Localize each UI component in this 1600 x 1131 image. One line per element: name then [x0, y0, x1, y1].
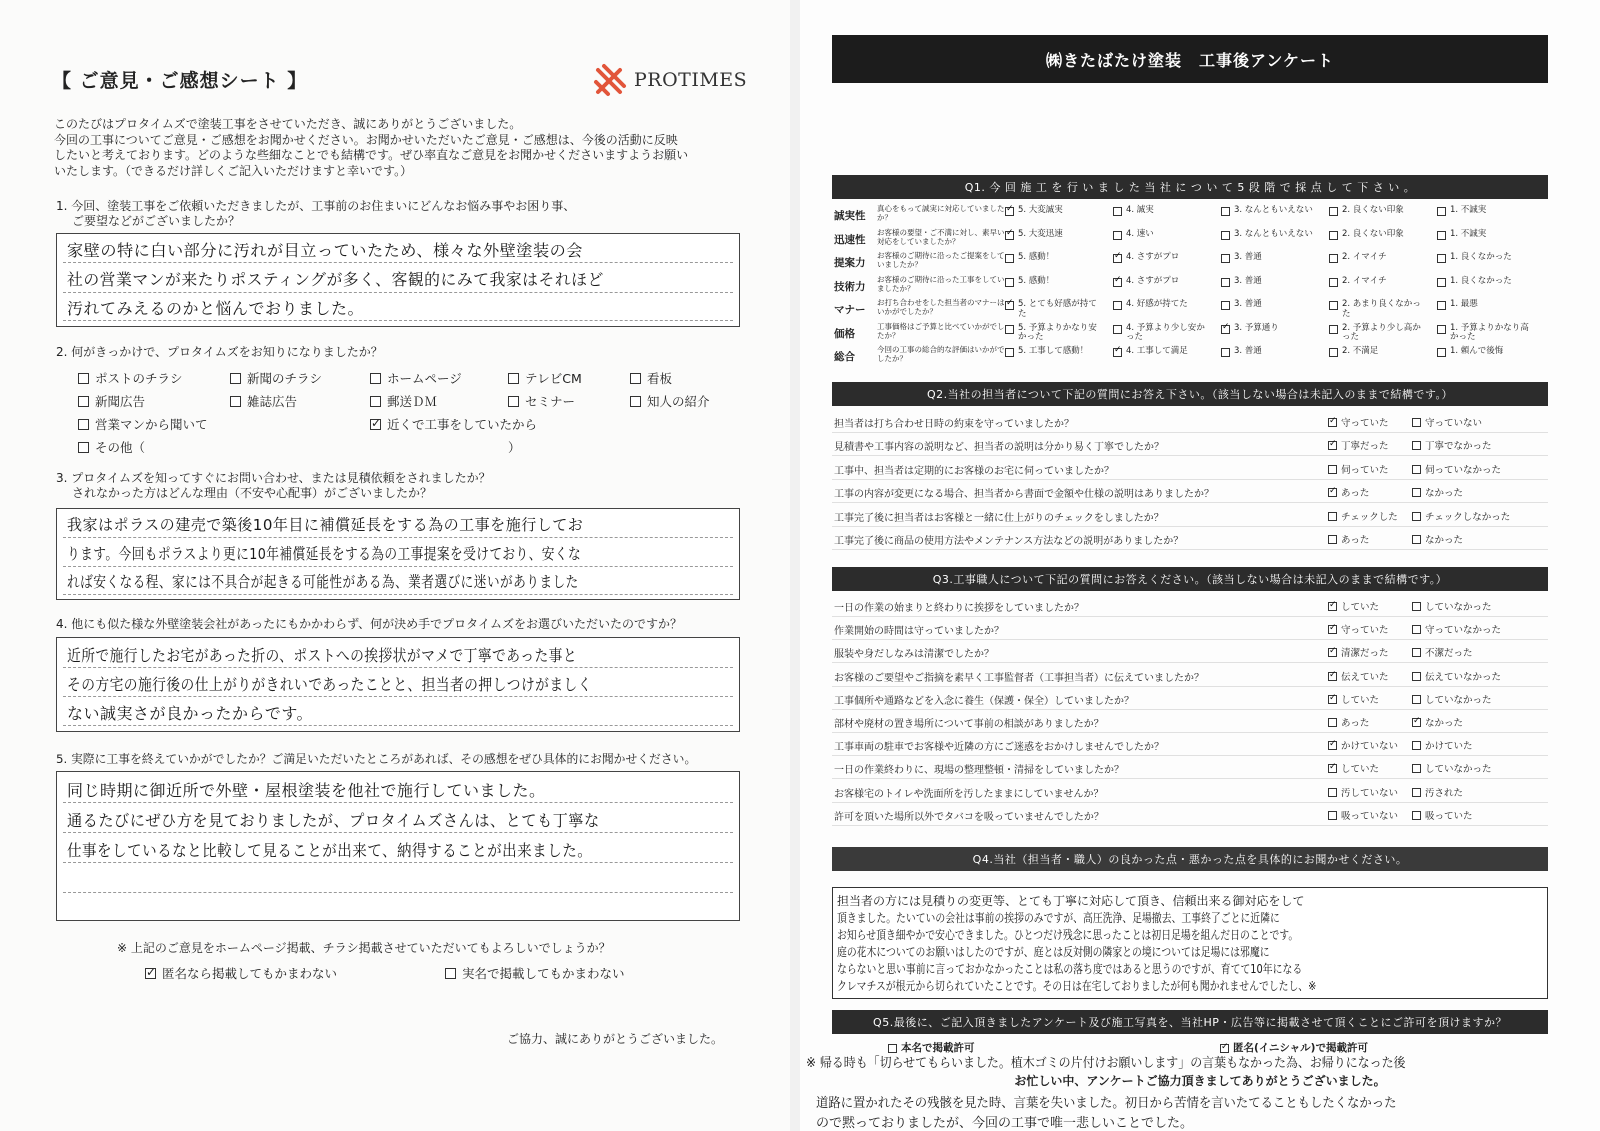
q2-question: 見積書や工事内容の説明など、担当者の説明は分かり易く丁寧でしたか？: [834, 442, 1164, 454]
q3-option-no[interactable]: ✓ なかった: [1412, 715, 1463, 729]
option-newspaper-ad[interactable]: 新聞広告: [78, 392, 145, 410]
q2-option-no[interactable]: なかった: [1412, 532, 1463, 546]
answer-1-line: 家壁の特に白い部分に汚れが目立っていたため、様々な外壁塗装の会: [67, 241, 583, 260]
q2-option-yes[interactable]: ✓ 守っていた: [1328, 415, 1389, 429]
question-1: [56, 199, 756, 229]
q4-answer-line: ならないと思い事前に言っておかなかったことは私の落ち度ではあると思うのですが、育てて10年になる: [837, 962, 1303, 976]
q1-rating-option[interactable]: ✓ 5. 大変誠実: [1005, 206, 1105, 216]
q1-rating-option[interactable]: 1. 頼んで後悔: [1437, 347, 1537, 357]
q5-title: Q5.最後に、ご記入頂きましたアンケート及び施工写真を、当社HP・広告等に掲載させて頂くことにご許可を頂けますか？: [832, 1010, 1548, 1034]
q2-title: Q2.当社の担当者について下記の質問にお答え下さい。（該当しない場合は未記入のままで結構です。）: [832, 382, 1548, 406]
q1-row-label: マナー: [834, 304, 866, 316]
q1-rating-option[interactable]: 3. 普通: [1221, 347, 1321, 357]
q3-option-no[interactable]: 伝えていなかった: [1412, 669, 1501, 683]
q2-row: [832, 527, 1548, 550]
q2-option-no[interactable]: 守っていない: [1412, 415, 1482, 429]
q1-rating-row: [832, 274, 1548, 297]
question-4-text: 4. 他にも似た様な外壁塗装会社があったにもかかわらず、何が決め手でプロタイムズをお選びいただいたのですか？: [56, 617, 682, 631]
q2-option-yes[interactable]: あった: [1328, 532, 1369, 546]
q3-row: [832, 664, 1548, 687]
q2-question: 工事の内容が変更になる場合、担当者から書面で金額や仕様の説明はありましたか？: [834, 489, 1214, 501]
q1-rating-option[interactable]: ✓ 5. とても好感が持てた: [1005, 300, 1105, 319]
intro-line: いたします。（できるだけ詳しくご記入いただけますと幸いです。）: [54, 163, 413, 178]
q1-rating-option[interactable]: 2. イマイチ: [1329, 253, 1429, 263]
q3-option-no[interactable]: 汚された: [1412, 785, 1463, 799]
q4-answer-box[interactable]: [832, 887, 1548, 999]
q1-rating-row: [832, 203, 1548, 226]
option-signboard[interactable]: 看板: [630, 369, 672, 387]
option-magazine-ad[interactable]: 雑誌広告: [230, 392, 297, 410]
q1-row-question: お客様の要望・ご不満に対し、素早い対応をしていましたか？: [877, 227, 1005, 246]
q1-rating-row: [832, 321, 1548, 344]
option-friend-referral[interactable]: 知人の紹介: [630, 392, 710, 410]
q3-row: [832, 710, 1548, 733]
answer-1-line: 社の営業マンが来たりポスティングが多く、客観的にみて我家はそれほど: [67, 270, 604, 289]
q1-row-question: 工事価格はご予算と比べていかがでしたか？: [877, 321, 1005, 340]
q1-rating-option[interactable]: 5. 感動！: [1005, 277, 1105, 287]
q1-rating-option[interactable]: 5. 予算よりかなり安かった: [1005, 324, 1105, 343]
q4-answer-line: 庭の花木についてのお願いはしたのですが、庭とは反対側の隣家との境については足場には邪魔に: [837, 945, 1270, 959]
option-tv-cm[interactable]: テレビCM: [508, 369, 582, 387]
q3-question: 作業開始の時間は守っていましたか？: [834, 626, 1004, 638]
q2-question: 工事完了後に商品の使用方法やメンテナンス方法などの説明がありましたか？: [834, 536, 1184, 547]
intro-text: [54, 117, 754, 179]
q4-answer-line: 頂きました。たいていの会社は事前の挨拶のみですが、高圧洗浄、足場撤去、工事終了ごとに近隣に: [837, 911, 1280, 925]
q1-title: Q1. 今 回 施 工 を 行 い ま し た 当 社 に つ い て 5 段 階 で 採 点 し て 下 さ い 。: [832, 175, 1548, 199]
answer-3-line: れば安くなる程、家には不具合が起きる可能性がある為、業者選びに迷いがありました: [67, 573, 579, 591]
q1-row-label: 価格: [834, 327, 855, 340]
question-3-subtext: されなかった方はどんな理由（不安や心配事）がございましたか？: [72, 486, 433, 500]
question-2-text: 2. 何がきっかけで、プロタイムズをお知りになりましたか？: [56, 345, 383, 359]
q2-question: 工事完了後に担当者はお客様と一緒に仕上がりのチェックをしましたか？: [834, 512, 1164, 524]
q3-question: 服装や身だしなみは清潔でしたか？: [834, 649, 994, 661]
q1-row-label: 技術力: [834, 280, 866, 293]
q3-question: 工事個所や通路などを入念に養生（保護・保全）していましたか？: [834, 695, 1134, 707]
sheet-title: 【 ご意見・ご感想シート 】: [52, 70, 308, 92]
q1-rating-option[interactable]: ✓ 4. 工事して満足: [1113, 347, 1213, 357]
q1-rating-option[interactable]: 2. あまり良くなかった: [1329, 300, 1429, 319]
answer-4-line: 近所で施行したお宅があった折の、ポストへの挨拶状がマメで丁寧であった事と: [67, 646, 578, 665]
answer-3-line: 我家はポラスの建売で築後10年目に補償延長をする為の工事を施行してお: [67, 516, 584, 534]
q3-option-yes[interactable]: ✓ していた: [1328, 692, 1379, 706]
answer-4-box[interactable]: [56, 637, 740, 732]
q2-row: [832, 433, 1548, 456]
q2-question: 工事中、担当者は定期的にお客様のお宅に伺っていましたか？: [834, 465, 1114, 477]
answer-5-line: 同じ時期に御近所で外壁・屋根塗装を他社で施行していました。: [67, 781, 546, 800]
q1-rating-option[interactable]: 4. 好感が持てた: [1113, 300, 1213, 310]
q3-row: [832, 780, 1548, 803]
q1-rating-option[interactable]: 1. 不誠実: [1437, 230, 1537, 240]
q1-rating-option[interactable]: ✓ 4. さすがプロ: [1113, 253, 1213, 263]
protimes-logo: [592, 62, 747, 98]
q3-row: [832, 733, 1548, 756]
survey-note-line: ので黙っておりましたが、今回の工事で唯一悲しいことでした。: [816, 1116, 1194, 1131]
q5-anonymous-option[interactable]: ✓ 匿名(イニシャル)で掲載許可: [1220, 1040, 1368, 1055]
protimes-logo-icon: [592, 62, 628, 98]
q1-rating-option[interactable]: 2. 不満足: [1329, 347, 1429, 357]
q1-rating-option[interactable]: 2. 良くない印象: [1329, 206, 1429, 216]
q3-option-no[interactable]: 守っていなかった: [1412, 622, 1501, 636]
q3-option-yes[interactable]: あった: [1328, 715, 1369, 729]
q1-row-question: お打ち合わせをした担当者のマナーはいかがでしたか？: [877, 298, 1005, 316]
q1-rating-option[interactable]: 5. 感動！: [1005, 253, 1105, 263]
q1-rating-option[interactable]: 3. 普通: [1221, 277, 1321, 287]
q1-rating-row: [832, 344, 1548, 367]
survey-thanks: お忙しい中、アンケートご協力頂きましてありがとうございました。: [1014, 1074, 1386, 1088]
q1-rating-option[interactable]: 4. 誠実: [1113, 206, 1213, 216]
q3-option-yes[interactable]: ✓ 清潔だった: [1328, 645, 1389, 659]
q3-row: [832, 687, 1548, 710]
q1-rating-row: [832, 250, 1548, 273]
answer-5-line: 仕事をしているなと比較して見ることが出来て、納得することが出来ました。: [67, 841, 593, 860]
publish-anonymous-checkbox[interactable]: ✓ 匿名なら掲載してもかまわない: [145, 964, 337, 982]
q1-rating-option[interactable]: ✓ 5. 大変迅速: [1005, 230, 1105, 240]
q3-option-no[interactable]: していなかった: [1412, 761, 1492, 775]
q3-option-yes[interactable]: 汚していない: [1328, 785, 1398, 799]
post-construction-survey: [800, 0, 1600, 1131]
q1-row-label: 迅速性: [834, 233, 866, 246]
q2-row: [832, 457, 1548, 480]
q3-option-yes[interactable]: ✓ していた: [1328, 599, 1379, 613]
q1-rating-option[interactable]: 3. 普通: [1221, 253, 1321, 263]
q1-rating-option[interactable]: 1. 不誠実: [1437, 206, 1537, 216]
option-mail-dm[interactable]: 郵送ＤＭ: [370, 392, 437, 410]
q1-rating-option[interactable]: 5. 工事して感動！: [1005, 347, 1105, 357]
q1-row-question: お客様のご期待に沿った工事をしていましたか？: [877, 274, 1005, 293]
q3-question: お客様宅のトイレや洗面所を汚したままにしていませんか？: [834, 788, 1104, 800]
q3-row: [832, 756, 1548, 779]
q4-answer-line: お知らせ頂き細やかで安心できました。ひとつだけ残念に思ったことは初日足場を組んだ日のことです。: [837, 928, 1299, 942]
q1-row-label: 提案力: [834, 257, 866, 269]
q3-question: お客様のご要望やご指摘を素早く工事監督者（工事担当者）に伝えていましたか？: [834, 672, 1204, 684]
q3-question: 一日の作業終わりに、現場の整理整頓・清掃をしていましたか？: [834, 765, 1124, 777]
q2-row: [832, 410, 1548, 433]
question-3-text: 3. プロタイムズを知ってすぐにお問い合わせ、または見積依頼をされましたか？: [56, 471, 491, 485]
q2-row: [832, 480, 1548, 503]
q3-option-no[interactable]: していなかった: [1412, 599, 1492, 613]
q2-option-no[interactable]: 伺っていなかった: [1412, 462, 1501, 476]
q1-rating-row: [832, 227, 1548, 250]
q1-rating-option[interactable]: 2. 良くない印象: [1329, 230, 1429, 240]
q3-question: 工事車両の駐車でお客様や近隣の方にご迷惑をおかけしませんでしたか？: [834, 742, 1164, 754]
option-other[interactable]: その他（: [78, 438, 145, 456]
q3-option-no[interactable]: していなかった: [1412, 692, 1492, 706]
q2-question: 担当者は打ち合わせ日時の約束を守っていましたか？: [834, 419, 1074, 430]
answer-4-line: その方宅の施行後の仕上がりがきれいであったことと、担当者の押しつけがましく: [67, 675, 592, 694]
q1-rating-option[interactable]: 4. 予算より少し安かった: [1113, 324, 1213, 343]
option-newspaper-flyer[interactable]: 新聞のチラシ: [230, 369, 322, 387]
answer-5-line: 通るたびにぜひ方を見ておりましたが、プロタイムズさんは、とても丁寧な: [67, 811, 600, 830]
q3-option-yes[interactable]: 吸っていない: [1328, 808, 1398, 822]
q2-option-yes[interactable]: ✓ あった: [1328, 485, 1369, 499]
q2-option-no[interactable]: 丁寧でなかった: [1412, 438, 1492, 452]
q3-option-yes[interactable]: ✓ していた: [1328, 761, 1379, 775]
question-3: [56, 471, 756, 501]
option-post-flyer[interactable]: ポストのチラシ: [78, 369, 183, 387]
q1-rating-row: [832, 297, 1548, 320]
q1-rating-option[interactable]: 1. 予算よりかなり高かった: [1437, 324, 1537, 343]
q1-rating-option[interactable]: ✓ 3. 予算通り: [1221, 324, 1321, 334]
option-other-close: ）: [508, 440, 521, 455]
q1-row-question: 今回の工事の総合的な評価はいかがでしたか？: [877, 345, 1005, 363]
q3-row: [832, 617, 1548, 640]
option-salesman[interactable]: 営業マンから聞いて: [78, 415, 208, 433]
survey-note-line: 道路に置かれたその残骸を見た時、言葉を失いました。初日から苦情を言いたてることもしたくなかった: [816, 1096, 1397, 1111]
q2-option-no[interactable]: チェックしなかった: [1412, 509, 1510, 523]
question-1-subtext: ご要望などがございましたか？: [72, 214, 241, 228]
survey-note-line: ※ 帰る時も「切らせてもらいました。植木ゴミの片付けお願いします」の言葉もなかった為、お帰りになった後: [806, 1056, 1406, 1071]
q5-realname-option[interactable]: 本名で掲載許可: [888, 1040, 975, 1055]
q3-option-yes[interactable]: ✓ かけていない: [1328, 738, 1398, 752]
protimes-logo-text: PROTIMES: [634, 69, 748, 91]
q3-option-no[interactable]: 不潔だった: [1412, 645, 1473, 659]
q4-answer-line: 担当者の方には見積りの変更等、とても丁寧に対応して頂き、信頼出来る御対応をして: [837, 894, 1305, 908]
q3-question: 許可を頂いた場所以外でタバコを吸っていませんでしたか？: [834, 811, 1104, 823]
q3-title: Q3.工事職人について下記の質問にお答えください。（該当しない場合は未記入のままで結構です。）: [832, 567, 1548, 591]
q1-rating-option[interactable]: 2. イマイチ: [1329, 277, 1429, 287]
q1-rating-option[interactable]: 2. 予算より少し高かった: [1329, 324, 1429, 343]
q1-row-question: 真心をもって誠実に対応していましたか？: [877, 204, 1005, 222]
q3-option-yes[interactable]: ✓ 伝えていた: [1328, 669, 1389, 683]
q2-option-no[interactable]: なかった: [1412, 485, 1463, 499]
q1-rating-option[interactable]: 4. 速い: [1113, 230, 1213, 240]
q1-rating-option[interactable]: 3. なんともいえない: [1221, 206, 1321, 216]
q3-question: 一日の作業の始まりと終わりに挨拶をしていましたか？: [834, 603, 1084, 614]
q3-option-no[interactable]: かけていた: [1412, 738, 1473, 752]
q2-row: [832, 504, 1548, 527]
q3-option-no[interactable]: 吸っていた: [1412, 808, 1473, 822]
publish-realname-checkbox[interactable]: 実名で掲載してもかまわない: [445, 964, 625, 982]
q2-option-yes[interactable]: ✓ 丁寧だった: [1328, 438, 1389, 452]
intro-line: 今回の工事についてご意見・ご感想をお聞かせください。お聞かせいただいたご意見・ご感想は、今後の活動に反映: [54, 132, 678, 147]
question-1-text: 1. 今回、塗装工事をご依頼いただきましたが、工事前のお住まいにどんなお悩み事やお困り事、: [56, 199, 576, 213]
q3-row: [832, 594, 1548, 617]
q4-title: Q4.当社（担当者・職人）の良かった点・悪かった点を具体的にお聞かせください。: [832, 847, 1548, 871]
q1-row-question: お客様のご期待に沿ったご提案をしていましたか？: [877, 251, 1005, 269]
q3-option-yes[interactable]: ✓ 守っていた: [1328, 622, 1389, 636]
q1-rating-option[interactable]: 1. 最悪: [1437, 300, 1537, 310]
q1-rating-option[interactable]: ✓ 4. さすがプロ: [1113, 277, 1213, 287]
option-seminar[interactable]: セミナー: [508, 392, 575, 410]
q2-option-yes[interactable]: チェックした: [1328, 509, 1398, 523]
answer-3-line: ります。今回もポラスより更に10年補償延長をする為の工事提案を受けており、安くな: [67, 545, 582, 563]
q1-row-label: 総合: [834, 351, 855, 363]
q1-rating-option[interactable]: 3. 普通: [1221, 300, 1321, 310]
answer-4-line: ない誠実さが良かったからです。: [67, 704, 314, 723]
q2-option-yes[interactable]: 伺っていた: [1328, 462, 1389, 476]
publish-note: ※ 上記のご意見をホームページ掲載、チラシ掲載させていただいてもよろしいでしょうか？: [117, 941, 611, 955]
q4-answer-line: クレマチスが根元から切られていたことです。その日は在宅しておりましたが何も聞かれませんでしたし、※: [837, 979, 1317, 993]
option-nearby-work[interactable]: ✓ 近くで工事をしていたから: [370, 415, 537, 433]
thanks-text: ご協力、誠にありがとうございました。: [507, 1032, 724, 1046]
survey-header: ㈱きたばたけ塗装 工事後アンケート: [832, 35, 1548, 83]
q3-row: [832, 640, 1548, 663]
intro-line: このたびはプロタイムズで塗装工事をさせていただき、誠にありがとうございました。: [54, 117, 522, 131]
q1-rating-option[interactable]: 3. なんともいえない: [1221, 230, 1321, 240]
option-homepage[interactable]: ホームページ: [370, 369, 462, 387]
q1-rating-option[interactable]: 1. 良くなかった: [1437, 277, 1537, 287]
intro-line: したいと考えております。どのような些細なことでも結構です。ぜひ率直なご意見をお聞かせくださいますようお願い: [54, 148, 689, 162]
question-5-text: 5. 実際に工事を終えていかがでしたか？ご満足いただいたところがあれば、その感想をぜひ具体的にお聞かせください。: [56, 752, 697, 766]
q1-row-label: 誠実性: [834, 210, 866, 222]
answer-1-line: 汚れてみえるのかと悩んでおりました。: [67, 299, 365, 318]
q3-row: [832, 803, 1548, 826]
answer-3-box[interactable]: [56, 508, 740, 600]
q3-question: 部材や廃材の置き場所について事前の相談がありましたか？: [834, 719, 1104, 730]
answer-5-box[interactable]: [56, 771, 740, 921]
q1-rating-option[interactable]: 1. 良くなかった: [1437, 253, 1537, 263]
answer-1-box[interactable]: [56, 233, 740, 327]
